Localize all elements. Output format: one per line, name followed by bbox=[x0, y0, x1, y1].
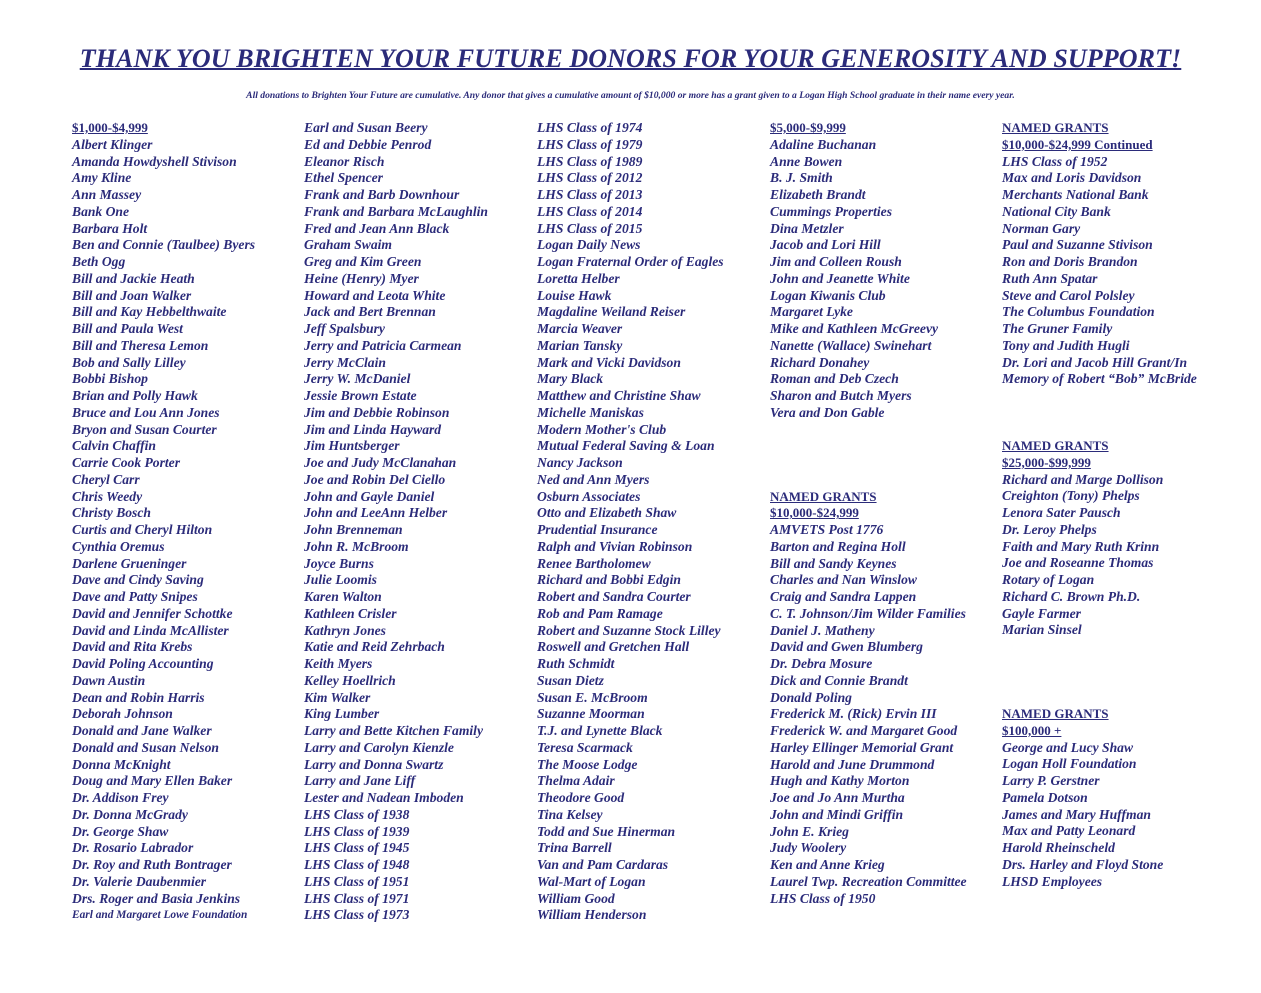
donor-name: LHS Class of 2012 bbox=[537, 170, 643, 186]
donor-name: Bruce and Lou Ann Jones bbox=[72, 404, 220, 420]
donor-name: Jim Huntsberger bbox=[304, 438, 400, 454]
donor-name: Norman Gary bbox=[1002, 220, 1081, 236]
donor-name: Dean and Robin Harris bbox=[72, 689, 205, 705]
donor-name: John and Jeanette White bbox=[770, 270, 910, 286]
donor-name: Jessie Brown Estate bbox=[304, 388, 417, 403]
donor-name: Faith and Mary Ruth Krinn bbox=[1002, 538, 1160, 554]
donor-name: David and Jennifer Schottke bbox=[72, 605, 233, 621]
donor-name: AMVETS Post 1776 bbox=[770, 522, 884, 537]
donor-name: Nancy Jackson bbox=[537, 455, 623, 470]
donor-list bbox=[770, 522, 967, 907]
donor-name: Ned and Ann Myers bbox=[537, 471, 650, 487]
page-title: THANK YOU BRIGHTEN YOUR FUTURE DONORS FOR YOUR GENEROSITY AND SUPPORT! bbox=[79, 44, 1182, 73]
donor-name: Renee Bartholomew bbox=[537, 555, 651, 571]
donor-name: Larry P. Gerstner bbox=[1002, 773, 1100, 788]
donor-name: Roman and Deb Czech bbox=[770, 371, 899, 387]
donor-name: Dr. Leroy Phelps bbox=[1002, 521, 1097, 537]
donor-list bbox=[1002, 472, 1197, 640]
donor-name: David and Linda McAllister bbox=[72, 622, 229, 638]
donor-name: Frederick M. (Rick) Ervin III bbox=[770, 706, 937, 722]
donor-name: John E. Krieg bbox=[770, 823, 849, 839]
donor-name: Joe and Roseanne Thomas bbox=[1002, 555, 1154, 571]
donor-name: Bobbi Bishop bbox=[72, 371, 148, 387]
donor-name: Prudential Insurance bbox=[537, 522, 658, 537]
donor-column-2 bbox=[304, 120, 488, 924]
donor-name: Harley Ellinger Memorial Grant bbox=[770, 739, 954, 755]
section-heading: NAMED GRANTS bbox=[1002, 438, 1109, 453]
donor-name: Wal-Mart of Logan bbox=[537, 873, 646, 889]
donor-name: Van and Pam Cardaras bbox=[537, 857, 669, 872]
donor-name: Curtis and Cheryl Hilton bbox=[72, 522, 213, 537]
donor-name: Richard Donahey bbox=[770, 354, 870, 370]
donor-name: Richard and Marge Dollison bbox=[1002, 471, 1164, 487]
donor-name: William Good bbox=[537, 890, 615, 906]
section-heading: NAMED GRANTS bbox=[1002, 706, 1109, 721]
donor-name: Paul and Suzanne Stivison bbox=[1002, 237, 1153, 253]
donor-name: LHS Class of 2014 bbox=[537, 203, 643, 219]
donor-name: Kim Walker bbox=[304, 689, 371, 705]
donor-name: Nanette (Wallace) Swinehart bbox=[770, 337, 932, 353]
page-subtitle: All donations to Brighten Your Future are cumulative. Any donor that gives a cumulative amount of $10,000 or more has a grant given to a Logan High School graduate in their name every year. bbox=[246, 90, 1015, 101]
donor-name: Greg and Kim Green bbox=[304, 254, 422, 269]
donor-name: Dr. Roy and Ruth Bontrager bbox=[72, 857, 232, 872]
donor-name: Jerry McClain bbox=[304, 354, 386, 370]
donor-name: LHS Class of 1939 bbox=[304, 823, 410, 839]
donor-name: Cheryl Carr bbox=[72, 471, 140, 487]
donor-name: Drs. Harley and Floyd Stone bbox=[1002, 856, 1164, 872]
donor-name: Richard C. Brown Ph.D. bbox=[1002, 588, 1141, 604]
donor-name: Daniel J. Matheny bbox=[770, 622, 875, 638]
donor-list bbox=[770, 137, 967, 422]
section-subheading: $25,000-$99,999 bbox=[1002, 454, 1091, 470]
donor-name: Joe and Robin Del Ciello bbox=[304, 471, 446, 487]
donor-name: Bank One bbox=[72, 203, 130, 219]
donor-name: Dr. Debra Mosure bbox=[770, 656, 873, 671]
donor-name: Susan Dietz bbox=[537, 672, 604, 688]
donor-name: Creighton (Tony) Phelps bbox=[1002, 488, 1140, 504]
donor-name: Ed and Debbie Penrod bbox=[304, 136, 432, 152]
donor-name: Vera and Don Gable bbox=[770, 404, 885, 420]
donor-name: James and Mary Huffman bbox=[1002, 806, 1151, 822]
donor-name: Jim and Debbie Robinson bbox=[304, 404, 450, 420]
donor-name: Cynthia Oremus bbox=[72, 538, 165, 554]
donor-name: Max and Loris Davidson bbox=[1002, 170, 1142, 186]
donor-name: William Henderson bbox=[537, 907, 647, 923]
donor-name: Matthew and Christine Shaw bbox=[537, 388, 701, 403]
section-subheading: $100,000 + bbox=[1002, 722, 1062, 738]
donor-name: Jim and Linda Hayward bbox=[304, 421, 442, 437]
donor-name: Chris Weedy bbox=[72, 488, 143, 504]
donor-name: LHS Class of 2015 bbox=[537, 220, 643, 236]
donor-name: Memory of Robert “Bob” McBride bbox=[1002, 371, 1197, 387]
section-subheading: $10,000-$24,999 Continued bbox=[1002, 136, 1153, 152]
donor-name: Gayle Farmer bbox=[1002, 605, 1081, 621]
donor-name: Rob and Pam Ramage bbox=[537, 605, 663, 621]
donor-name: Bill and Jackie Heath bbox=[72, 270, 195, 286]
donor-name: Pamela Dotson bbox=[1002, 789, 1088, 805]
donor-name: Dr. Donna McGrady bbox=[72, 806, 188, 822]
donor-name: Jacob and Lori Hill bbox=[770, 237, 881, 253]
donor-name: Bill and Sandy Keynes bbox=[770, 555, 897, 571]
donor-name: David and Gwen Blumberg bbox=[770, 639, 923, 655]
donor-name: Larry and Donna Swartz bbox=[304, 756, 444, 772]
donor-name: LHS Class of 1989 bbox=[537, 153, 643, 169]
donor-name: Mary Black bbox=[537, 371, 604, 387]
donor-name: Ken and Anne Krieg bbox=[770, 857, 885, 872]
donor-name: C. T. Johnson/Jim Wilder Families bbox=[770, 605, 966, 621]
donor-name: Michelle Maniskas bbox=[537, 404, 644, 420]
donor-name: Tony and Judith Hugli bbox=[1002, 337, 1130, 353]
donor-name: Albert Klinger bbox=[72, 136, 153, 152]
donor-name: Osburn Associates bbox=[537, 488, 641, 504]
donor-name: John and LeeAnn Helber bbox=[304, 505, 448, 521]
donor-name: LHS Class of 1971 bbox=[304, 890, 410, 906]
donor-name: Cummings Properties bbox=[770, 203, 892, 219]
donor-name: Loretta Helber bbox=[537, 270, 620, 286]
donor-name: Logan Daily News bbox=[537, 237, 641, 253]
donor-name: Eleanor Risch bbox=[304, 153, 385, 169]
donor-name: Marian Tansky bbox=[537, 337, 623, 353]
donor-list bbox=[1002, 740, 1197, 891]
donor-name: Graham Swaim bbox=[304, 237, 393, 253]
donor-name: John Brenneman bbox=[304, 522, 403, 537]
donor-name: Steve and Carol Polsley bbox=[1002, 287, 1135, 303]
spacer bbox=[1002, 388, 1197, 438]
donor-name: Trina Barrell bbox=[537, 840, 612, 856]
donor-name: Anne Bowen bbox=[770, 153, 843, 169]
donor-name: National City Bank bbox=[1002, 203, 1111, 219]
donor-name: Logan Kiwanis Club bbox=[770, 287, 886, 303]
donor-name: Katie and Reid Zehrbach bbox=[304, 639, 445, 655]
donor-name: Christy Bosch bbox=[72, 505, 151, 521]
section-heading: $5,000-$9,999 bbox=[770, 120, 846, 135]
donor-name: B. J. Smith bbox=[770, 170, 833, 186]
spacer bbox=[770, 422, 967, 489]
donor-name: Otto and Elizabeth Shaw bbox=[537, 505, 677, 521]
donor-name: Todd and Sue Hinerman bbox=[537, 823, 676, 839]
donor-name: Julie Loomis bbox=[304, 572, 377, 588]
donor-name: Dawn Austin bbox=[72, 672, 146, 688]
donor-name: Earl and Susan Beery bbox=[304, 120, 428, 135]
donor-name: LHS Class of 1950 bbox=[770, 890, 876, 906]
donor-name: Kathryn Jones bbox=[304, 622, 386, 638]
donor-name: Ann Massey bbox=[72, 187, 142, 202]
donor-name: Amanda Howdyshell Stivison bbox=[72, 153, 237, 169]
donor-name: Dave and Cindy Saving bbox=[72, 572, 204, 588]
donor-name: LHS Class of 1974 bbox=[537, 120, 643, 135]
donor-name: LHS Class of 1948 bbox=[304, 857, 410, 872]
donor-name: Doug and Mary Ellen Baker bbox=[72, 773, 233, 789]
donor-name: Ethel Spencer bbox=[304, 170, 383, 186]
donor-name: Jack and Bert Brennan bbox=[304, 304, 436, 320]
donor-name: Marcia Weaver bbox=[537, 321, 623, 336]
donor-list bbox=[537, 120, 724, 924]
donor-name: Bill and Theresa Lemon bbox=[72, 337, 209, 353]
donor-name: Logan Holl Foundation bbox=[1002, 756, 1137, 772]
donor-name: Carrie Cook Porter bbox=[72, 455, 180, 470]
donor-name: Louise Hawk bbox=[537, 287, 612, 303]
donor-name: Donald Poling bbox=[770, 689, 852, 705]
donor-name: Dr. Addison Frey bbox=[72, 790, 169, 805]
donor-name: LHS Class of 1938 bbox=[304, 806, 410, 822]
donor-name: John R. McBroom bbox=[304, 538, 409, 554]
donor-name: Jerry W. McDaniel bbox=[304, 371, 411, 387]
donor-name: Merchants National Bank bbox=[1002, 187, 1149, 202]
donor-column-5 bbox=[1002, 120, 1197, 890]
donor-name: Frank and Barb Downhour bbox=[304, 187, 460, 202]
donor-name: David and Rita Krebs bbox=[72, 639, 193, 655]
donor-name: Bryon and Susan Courter bbox=[72, 421, 217, 437]
donor-name: Laurel Twp. Recreation Committee bbox=[770, 873, 967, 889]
donor-name: Lester and Nadean Imboden bbox=[304, 790, 464, 805]
donor-name: Lenora Sater Pausch bbox=[1002, 505, 1121, 520]
section-subheading: $10,000-$24,999 bbox=[770, 505, 859, 521]
donor-name: Ralph and Vivian Robinson bbox=[537, 538, 693, 554]
donor-list bbox=[304, 120, 488, 924]
donor-list bbox=[1002, 154, 1197, 389]
donor-column-4 bbox=[770, 120, 967, 907]
donor-name: Sharon and Butch Myers bbox=[770, 388, 912, 403]
donor-name: John and Gayle Daniel bbox=[304, 488, 435, 504]
donor-name: George and Lucy Shaw bbox=[1002, 739, 1134, 755]
donor-name: The Moose Lodge bbox=[537, 756, 638, 772]
donor-name: LHS Class of 1973 bbox=[304, 907, 410, 923]
donor-column-3 bbox=[537, 120, 724, 924]
donor-name: Modern Mother's Club bbox=[537, 421, 667, 437]
donor-name: Charles and Nan Winslow bbox=[770, 572, 917, 588]
donor-name: Elizabeth Brandt bbox=[770, 187, 866, 202]
donor-name: Robert and Suzanne Stock Lilley bbox=[537, 622, 721, 638]
donor-name: Teresa Scarmack bbox=[537, 739, 633, 755]
donor-name: Magdaline Weiland Reiser bbox=[537, 304, 686, 320]
donor-name: Barbara Holt bbox=[72, 220, 148, 236]
donor-name: Amy Kline bbox=[72, 170, 132, 186]
section-heading: NAMED GRANTS bbox=[1002, 120, 1109, 135]
donor-name: Heine (Henry) Myer bbox=[304, 270, 419, 286]
donor-name: David Poling Accounting bbox=[72, 656, 214, 671]
donor-name: Deborah Johnson bbox=[72, 706, 173, 722]
donor-name: Ruth Schmidt bbox=[537, 656, 615, 671]
donor-name: Adaline Buchanan bbox=[770, 136, 877, 152]
donor-name: Roswell and Gretchen Hall bbox=[537, 639, 690, 655]
donor-name: LHS Class of 1979 bbox=[537, 136, 643, 152]
donor-name: The Gruner Family bbox=[1002, 321, 1113, 336]
section-heading: $1,000-$4,999 bbox=[72, 120, 148, 135]
donor-name: Joyce Burns bbox=[304, 555, 374, 571]
donor-name: Dr. Rosario Labrador bbox=[72, 840, 194, 856]
donor-name: Ruth Ann Spatar bbox=[1002, 270, 1098, 286]
donor-name: John and Mindi Griffin bbox=[770, 806, 904, 822]
donor-name: Craig and Sandra Lappen bbox=[770, 589, 917, 604]
section-heading: NAMED GRANTS bbox=[770, 488, 877, 504]
donor-name: Donald and Susan Nelson bbox=[72, 739, 219, 755]
donor-name: Darlene Grueninger bbox=[72, 555, 187, 571]
donor-name: Fred and Jean Ann Black bbox=[304, 220, 450, 236]
donor-name: King Lumber bbox=[304, 706, 380, 722]
donor-name: Joe and Judy McClanahan bbox=[304, 455, 457, 470]
donor-name: Brian and Polly Hawk bbox=[72, 388, 198, 403]
donor-name: Kathleen Crisler bbox=[304, 605, 397, 621]
donor-name: Judy Woolery bbox=[770, 840, 847, 856]
donor-name: Bill and Paula West bbox=[72, 321, 183, 336]
donor-name: Bill and Joan Walker bbox=[72, 287, 192, 303]
donor-name: Dr. George Shaw bbox=[72, 823, 169, 839]
donor-name: Jeff Spalsbury bbox=[304, 321, 385, 336]
donor-name: Bill and Kay Hebbelthwaite bbox=[72, 304, 227, 320]
donor-name: Harold and June Drummond bbox=[770, 756, 935, 772]
donor-name: T.J. and Lynette Black bbox=[537, 723, 663, 738]
donor-name: Jim and Colleen Roush bbox=[770, 254, 902, 269]
donor-name: Ben and Connie (Taulbee) Byers bbox=[72, 237, 256, 253]
donor-name: Mark and Vicki Davidson bbox=[537, 354, 681, 370]
donor-name: Dr. Lori and Jacob Hill Grant/In bbox=[1002, 354, 1188, 370]
donor-name: Karen Walton bbox=[304, 589, 382, 604]
donor-name: Frank and Barbara McLaughlin bbox=[304, 203, 488, 219]
donor-name: Marian Sinsel bbox=[1002, 622, 1082, 638]
donor-column-1 bbox=[72, 120, 255, 924]
donor-name: Drs. Roger and Basia Jenkins bbox=[72, 890, 241, 906]
donor-name: Joe and Jo Ann Murtha bbox=[770, 790, 905, 805]
donor-name: Robert and Sandra Courter bbox=[537, 589, 691, 604]
donor-name: The Columbus Foundation bbox=[1002, 304, 1155, 320]
donor-name: LHS Class of 2013 bbox=[537, 187, 643, 202]
donor-name: Frederick W. and Margaret Good bbox=[770, 723, 958, 738]
donor-name: Rotary of Logan bbox=[1002, 572, 1095, 587]
donor-name: Dick and Connie Brandt bbox=[770, 672, 908, 688]
donor-name: Mutual Federal Saving & Loan bbox=[537, 438, 715, 454]
donor-name: Calvin Chaffin bbox=[72, 438, 156, 454]
donor-name: Howard and Leota White bbox=[304, 287, 446, 303]
donor-name: Donna McKnight bbox=[72, 756, 171, 772]
donor-name: Dr. Valerie Daubenmier bbox=[72, 873, 207, 889]
donor-name: LHS Class of 1952 bbox=[1002, 153, 1108, 169]
donor-name: Harold Rheinscheld bbox=[1002, 840, 1115, 855]
donor-name: Richard and Bobbi Edgin bbox=[537, 572, 681, 588]
donor-name: Beth Ogg bbox=[72, 254, 126, 269]
donor-name: Mike and Kathleen McGreevy bbox=[770, 321, 939, 336]
donor-name: Theodore Good bbox=[537, 790, 625, 805]
donor-name: Earl and Margaret Lowe Foundation bbox=[72, 909, 248, 922]
donor-name: Dina Metzler bbox=[770, 220, 844, 236]
donor-name: Keith Myers bbox=[304, 656, 373, 671]
donor-name: Dave and Patty Snipes bbox=[72, 589, 198, 604]
donor-name: Hugh and Kathy Morton bbox=[770, 773, 910, 789]
donor-name: Larry and Jane Liff bbox=[304, 773, 416, 789]
donor-name: Max and Patty Leonard bbox=[1002, 823, 1136, 839]
donor-name: Margaret Lyke bbox=[770, 304, 853, 320]
donor-name: Susan E. McBroom bbox=[537, 689, 648, 705]
donor-name: Logan Fraternal Order of Eagles bbox=[537, 254, 724, 269]
donor-name: Donald and Jane Walker bbox=[72, 723, 212, 738]
donor-name: Bob and Sally Lilley bbox=[72, 354, 186, 370]
donor-name: Kelley Hoellrich bbox=[304, 672, 396, 688]
donor-name: LHS Class of 1951 bbox=[304, 873, 410, 889]
spacer bbox=[1002, 639, 1197, 706]
donor-name: Larry and Carolyn Kienzle bbox=[304, 739, 454, 755]
donor-name: Suzanne Moorman bbox=[537, 706, 645, 722]
donor-name: LHSD Employees bbox=[1002, 873, 1103, 889]
donor-name: Ron and Doris Brandon bbox=[1002, 254, 1138, 269]
donor-name: Jerry and Patricia Carmean bbox=[304, 337, 462, 353]
donor-name: Larry and Bette Kitchen Family bbox=[304, 723, 483, 738]
donor-name: Thelma Adair bbox=[537, 773, 615, 789]
donor-name: Tina Kelsey bbox=[537, 806, 603, 822]
donor-name: LHS Class of 1945 bbox=[304, 840, 410, 856]
donor-list bbox=[72, 137, 255, 908]
donor-name: Barton and Regina Holl bbox=[770, 538, 906, 554]
